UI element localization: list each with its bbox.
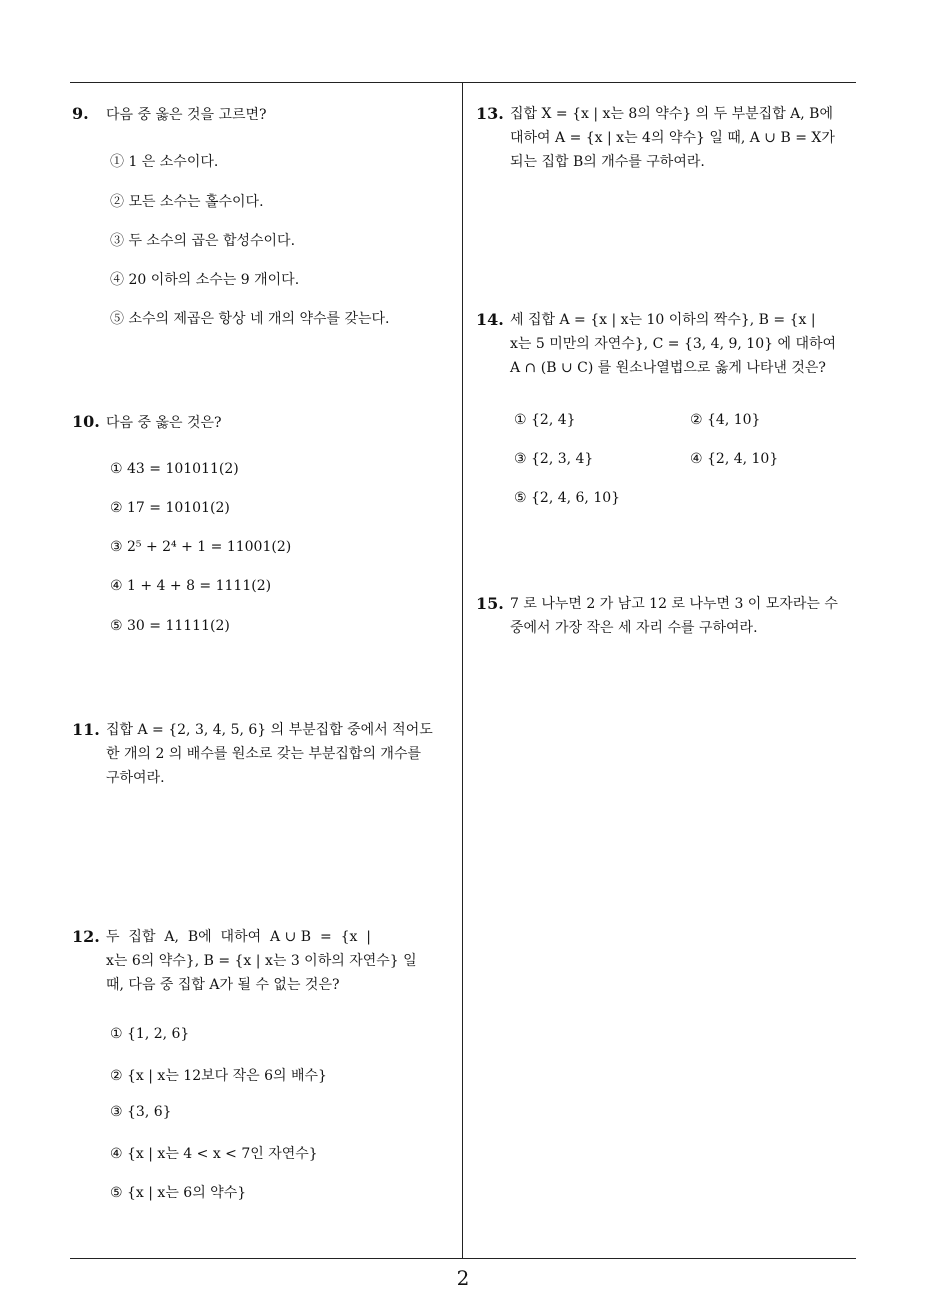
question-number: 15. — [476, 594, 504, 613]
option-3: ③ 두 소수의 곱은 합성수이다. — [110, 233, 296, 249]
question-stem-line-3: 되는 집합 B의 개수를 구하여라. — [510, 154, 705, 170]
question-stem-line-2: 대하여 A = {x | x는 4의 약수} 일 때, A ∪ B = X가 — [510, 130, 835, 146]
option-2: ② {4, 10} — [690, 412, 761, 428]
question-stem-line-1: 세 집합 A = {x | x는 10 이하의 짝수}, B = {x | — [510, 312, 816, 328]
question-stem-line-1: 집합 A = {2, 3, 4, 5, 6} 의 부분집합 중에서 적어도 — [106, 722, 433, 738]
question-stem-line-1: 집합 X = {x | x는 8의 약수} 의 두 부분집합 A, B에 — [510, 106, 833, 122]
option-3: ③ {2, 3, 4} — [514, 451, 594, 467]
option-5: ⑤ {2, 4, 6, 10} — [514, 490, 621, 506]
bottom-rule — [70, 1258, 856, 1259]
question-stem-line-3: 때, 다음 중 집합 A가 될 수 없는 것은? — [106, 977, 340, 993]
option-2: ② 모든 소수는 홀수이다. — [110, 194, 264, 210]
option-5: ⑤ 소수의 제곱은 항상 네 개의 약수를 갖는다. — [110, 311, 390, 327]
question-stem-line-1: 두 집합 A, B에 대하여 A ∪ B = {x | — [106, 929, 371, 945]
question-stem: 다음 중 옳은 것은? — [106, 415, 222, 431]
option-3: ③ 2⁵ + 2⁴ + 1 = 11001(2) — [110, 539, 292, 555]
option-4: ④ {x | x는 4 < x < 7인 자연수} — [110, 1146, 318, 1162]
question-stem-line-2: 중에서 가장 작은 세 자리 수를 구하여라. — [510, 620, 758, 636]
question-15 — [476, 592, 858, 640]
option-1: ① 43 = 101011(2) — [110, 461, 239, 477]
question-stem: 다음 중 옳은 것을 고르면? — [106, 107, 267, 123]
option-5: ⑤ 30 = 11111(2) — [110, 618, 230, 634]
option-1: ① {2, 4} — [514, 412, 576, 428]
option-2: ② 17 = 10101(2) — [110, 500, 230, 516]
page-number: 2 — [456, 1266, 470, 1290]
question-number: 9. — [72, 104, 89, 123]
question-number: 14. — [476, 310, 504, 329]
option-4: ④ {2, 4, 10} — [690, 451, 779, 467]
question-stem-line-3: 구하여라. — [106, 770, 165, 786]
option-4: ④ 1 + 4 + 8 = 1111(2) — [110, 578, 272, 594]
question-12 — [72, 925, 456, 997]
question-13 — [476, 102, 858, 174]
question-14 — [476, 308, 858, 380]
option-3: ③ {3, 6} — [110, 1104, 172, 1120]
question-number: 12. — [72, 927, 100, 946]
option-1: ① 1 은 소수이다. — [110, 154, 219, 170]
option-2: ② {x | x는 12보다 작은 6의 배수} — [110, 1068, 327, 1084]
question-stem-line-3: A ∩ (B ∪ C) 를 원소나열법으로 옳게 나타낸 것은? — [510, 360, 826, 376]
top-rule — [70, 82, 856, 83]
question-number: 13. — [476, 104, 504, 123]
question-stem-line-2: x는 6의 약수}, B = {x | x는 3 이하의 자연수} 일 — [106, 953, 417, 969]
option-1: ① {1, 2, 6} — [110, 1026, 190, 1042]
question-stem-line-2: x는 5 미만의 자연수}, C = {3, 4, 9, 10} 에 대하여 — [510, 336, 837, 352]
question-number: 10. — [72, 412, 100, 431]
option-4: ④ 20 이하의 소수는 9 개이다. — [110, 272, 300, 288]
column-divider — [462, 82, 463, 1259]
question-10 — [72, 410, 222, 435]
question-stem-line-2: 한 개의 2 의 배수를 원소로 갖는 부분집합의 개수를 — [106, 746, 421, 762]
option-5: ⑤ {x | x는 6의 약수} — [110, 1185, 247, 1201]
question-11 — [72, 718, 456, 790]
question-stem-line-1: 7 로 나누면 2 가 남고 12 로 나누면 3 이 모자라는 수 — [510, 596, 838, 612]
question-9 — [72, 102, 267, 127]
question-number: 11. — [72, 720, 100, 739]
